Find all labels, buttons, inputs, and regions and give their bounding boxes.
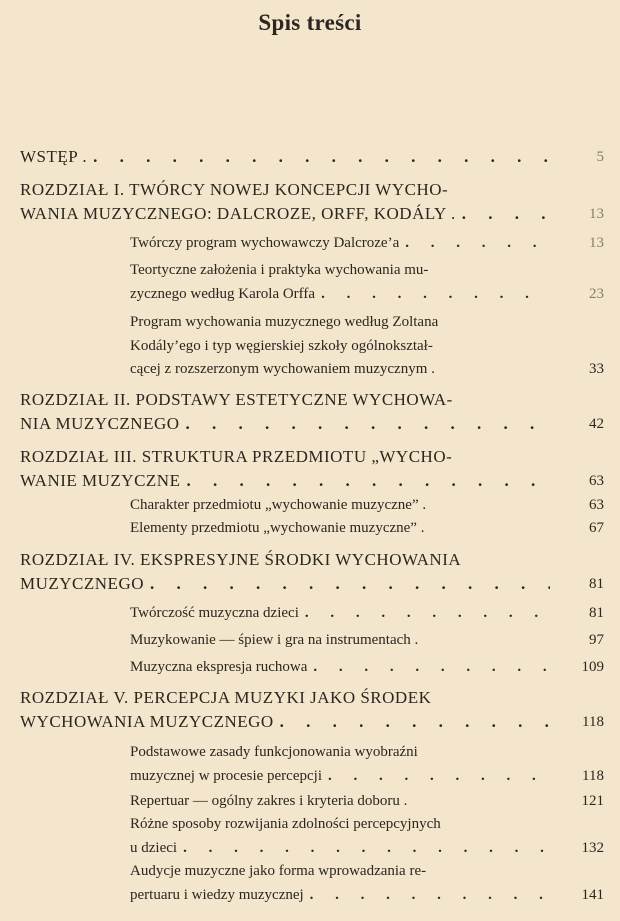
dot-leaders xyxy=(305,601,550,625)
section-title: Muzyczna ekspresja ruchowa xyxy=(130,659,308,675)
toc-line xyxy=(20,202,550,226)
dot-leaders xyxy=(462,202,550,226)
dot-leaders xyxy=(186,469,550,493)
page-number: 63 xyxy=(589,497,604,513)
toc-line xyxy=(130,357,550,381)
toc-line xyxy=(20,178,550,202)
page-number: 132 xyxy=(581,840,604,856)
toc-line xyxy=(20,710,550,734)
toc-line xyxy=(20,145,550,169)
page-title: Spis treści xyxy=(258,10,362,35)
section-title: Charakter przedmiotu „wychowanie muzyczne” . xyxy=(130,497,427,513)
toc-line xyxy=(130,516,550,540)
section-title: Audycje muzyczne jako forma wprowadzania re- xyxy=(130,863,427,879)
page-number: 42 xyxy=(589,416,604,432)
page-number: 118 xyxy=(582,768,604,784)
dot-leaders xyxy=(150,572,550,596)
section-title: Program wychowania muzycznego według Zoltana xyxy=(130,314,439,330)
page-number: 109 xyxy=(581,659,604,675)
toc-line xyxy=(130,883,550,907)
toc-line xyxy=(130,789,550,813)
page-number: 67 xyxy=(589,520,604,536)
page-number: 81 xyxy=(589,605,604,621)
dot-leaders xyxy=(405,231,550,255)
toc-line xyxy=(130,258,550,282)
toc-line xyxy=(130,282,550,306)
page-number: 118 xyxy=(582,714,604,730)
section-title: zycznego według Karola Orffa xyxy=(130,286,316,302)
chapter-title: ROZDZIAŁ II. PODSTAWY ESTETYCZNE WYCHOWA- xyxy=(20,390,453,409)
dot-leaders xyxy=(328,764,550,788)
chapter-title: WYCHOWANIA MUZYCZNEGO xyxy=(20,712,274,731)
toc-line xyxy=(130,334,550,358)
toc-line xyxy=(20,469,550,493)
page-number: 5 xyxy=(596,149,604,165)
toc-line xyxy=(130,859,550,883)
chapter-title: NIA MUZYCZNEGO xyxy=(20,414,180,433)
toc-line xyxy=(20,572,550,596)
section-title: Różne sposoby rozwijania zdolności percepcyjnych xyxy=(130,816,441,832)
dot-leaders xyxy=(93,145,550,169)
toc-line xyxy=(130,836,550,860)
chapter-title: WANIA MUZYCZNEGO: DALCROZE, ORFF, KODÁLY . xyxy=(20,204,456,223)
section-title: Teortyczne założenia i praktyka wychowania mu- xyxy=(130,262,429,278)
page-number: 141 xyxy=(581,887,604,903)
section-title: muzycznej w procesie percepcji xyxy=(130,768,322,784)
page-number: 13 xyxy=(589,235,604,251)
page-number: 33 xyxy=(589,361,604,377)
section-title: Repertuar — ogólny zakres i kryteria doboru . xyxy=(130,793,408,809)
toc-line xyxy=(130,764,550,788)
toc-line xyxy=(20,412,550,436)
section-title: pertuaru i wiedzy muzycznej xyxy=(130,887,304,903)
section-title: Twórczość muzyczna dzieci xyxy=(130,605,299,621)
page-number: 81 xyxy=(589,576,604,592)
page-number: 13 xyxy=(589,206,604,222)
toc-line xyxy=(130,655,550,679)
chapter-title: MUZYCZNEGO xyxy=(20,574,144,593)
toc-line xyxy=(130,812,550,836)
toc-line xyxy=(20,686,550,710)
dot-leaders xyxy=(186,412,550,436)
section-title: Podstawowe zasady funkcjonowania wyobraźni xyxy=(130,744,418,760)
section-title: Elementy przedmiotu „wychowanie muzyczne” . xyxy=(130,520,425,536)
page-number: 63 xyxy=(589,473,604,489)
chapter-title: ROZDZIAŁ III. STRUKTURA PRZEDMIOTU „WYCHO- xyxy=(20,447,453,466)
dot-leaders xyxy=(183,836,550,860)
toc-line xyxy=(130,601,550,625)
page-number: 23 xyxy=(589,286,604,302)
dot-leaders xyxy=(313,655,550,679)
section-title: Twórczy program wychowawczy Dalcroze’a xyxy=(130,235,400,251)
toc-line xyxy=(130,628,550,652)
toc-line xyxy=(20,445,550,469)
toc-line xyxy=(20,388,550,412)
page-number: 97 xyxy=(589,632,604,648)
chapter-title: ROZDZIAŁ V. PERCEPCJA MUZYKI JAKO ŚRODEK xyxy=(20,688,432,707)
section-title: Muzykowanie — śpiew i gra na instrumentach . xyxy=(130,632,419,648)
toc-line xyxy=(20,548,550,572)
toc-line xyxy=(130,740,550,764)
dot-leaders xyxy=(321,282,550,306)
dot-leaders xyxy=(280,710,550,734)
toc-line xyxy=(130,310,550,334)
section-title: Kodály’ego i typ węgierskiej szkoły ogólnokształ- xyxy=(130,338,433,354)
page-number: 121 xyxy=(581,793,604,809)
chapter-title: ROZDZIAŁ I. TWÓRCY NOWEJ KONCEPCJI WYCHO- xyxy=(20,180,449,199)
section-title: cącej z rozszerzonym wychowaniem muzycznym . xyxy=(130,361,435,377)
toc-line xyxy=(130,231,550,255)
chapter-title: WSTĘP . xyxy=(20,147,88,166)
dot-leaders xyxy=(310,883,550,907)
chapter-title: WANIE MUZYCZNE xyxy=(20,471,181,490)
section-title: u dzieci xyxy=(130,840,178,856)
toc-line xyxy=(130,493,550,517)
chapter-title: ROZDZIAŁ IV. EKSPRESYJNE ŚRODKI WYCHOWANIA xyxy=(20,550,462,569)
